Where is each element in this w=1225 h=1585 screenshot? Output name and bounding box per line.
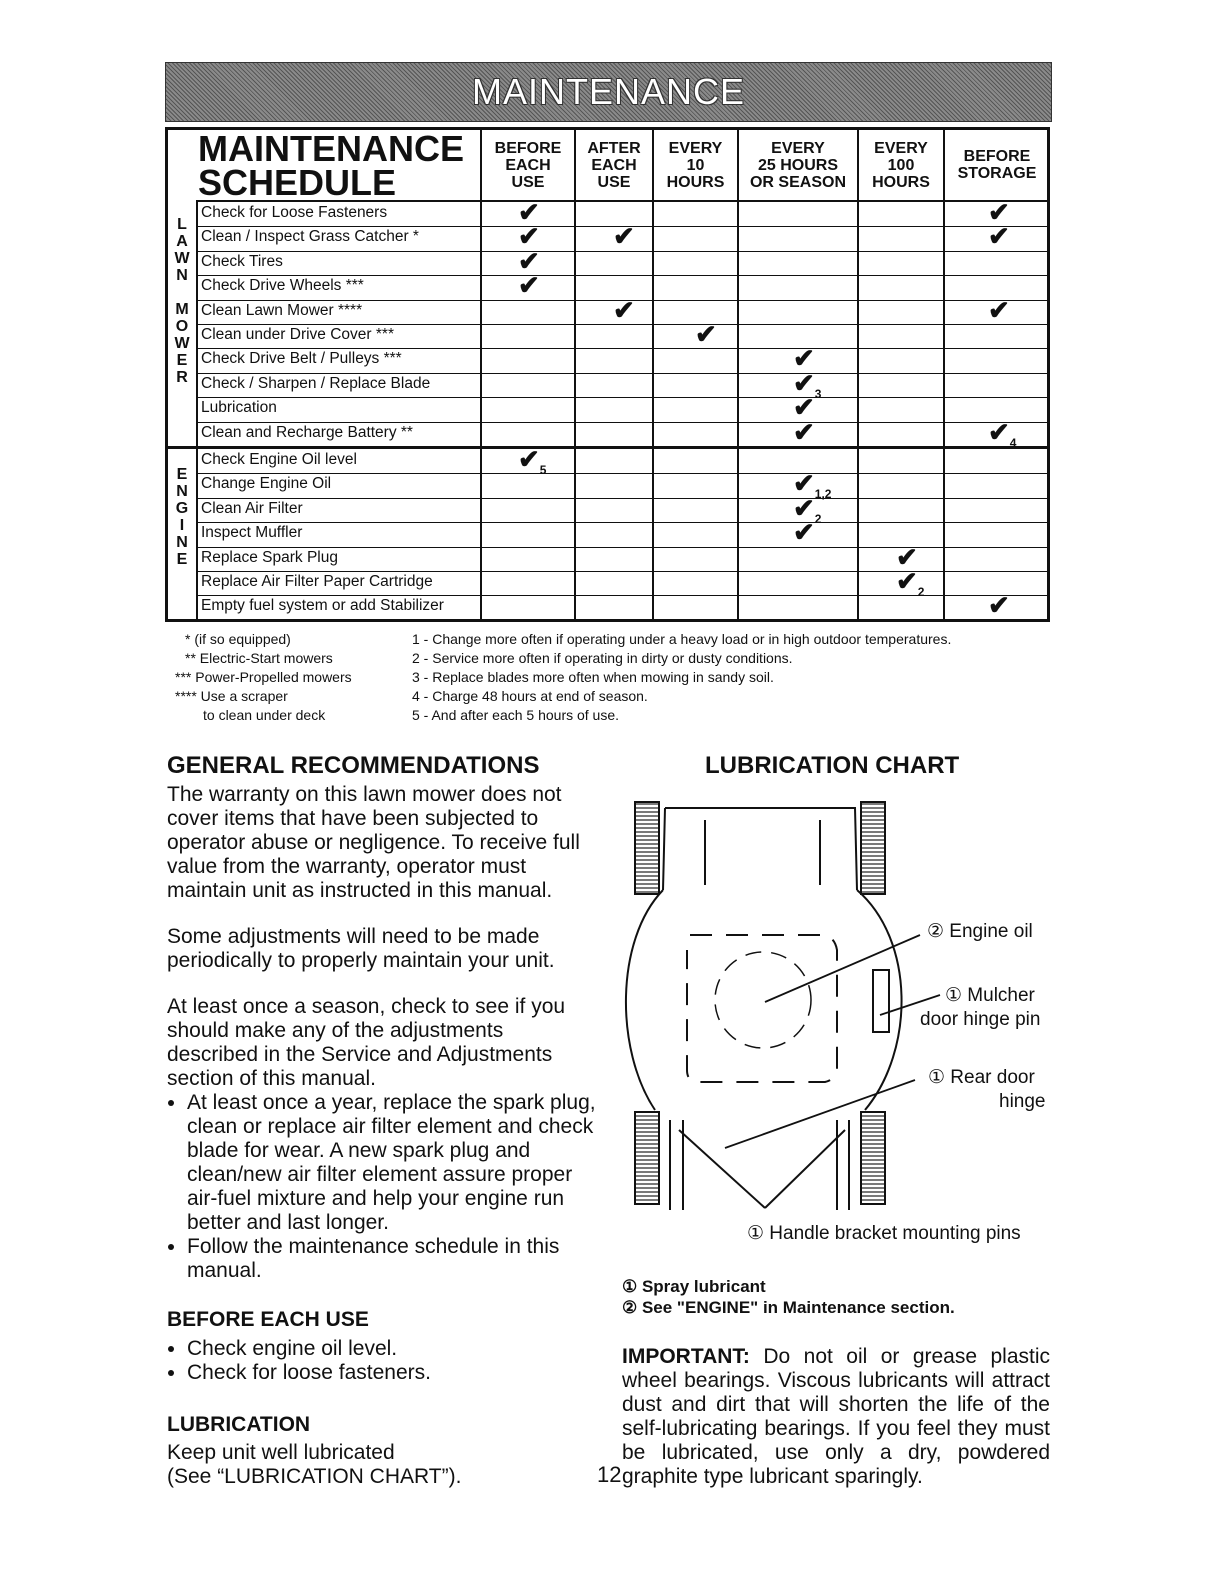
task-label: Check Drive Wheels *** [201,277,364,295]
label-mulcher-hinge: door hinge pin [920,1009,1041,1030]
check-mark-icon: ✔ [988,590,1010,621]
engine-outline [715,952,811,1048]
check-mark-icon: ✔ [518,270,540,301]
check-footnote-ref: 2 [814,511,822,526]
col-divider [857,200,859,619]
check-mark-icon: ✔ [988,294,1010,325]
check-mark-icon: ✔ [793,517,815,548]
task-label: Lubrication [201,399,277,417]
footnotes-symbols [175,630,352,725]
lubrication-key [622,1276,955,1318]
section-banner [165,62,1052,122]
check-mark-icon: $✔_2$ [896,566,925,600]
key-spray-lubricant: ① Spray lubricant [622,1277,766,1296]
task-label: Check / Sharpen / Replace Blade [201,374,431,392]
schedule-row [198,444,1047,478]
before-each-use-bullet: • Check for loose fasteners. [187,1361,597,1385]
footnote-symbol: to clean under deck [203,707,326,723]
check-mark-icon: ✔ [518,197,540,227]
footnote-number: 5 - And after each 5 hours of use. [412,707,620,723]
check-mark-icon: $✔_{1,2}$ [793,468,832,502]
mower-deck [626,890,902,1110]
before-each-use-bullet: • Check engine oil level. [187,1337,597,1361]
schedule-row [198,590,1047,621]
general-bullet: • At least once a year, replace the spark plug, clean or replace air filter element and check blade for wear. A new spark plug and clean/new air filter element assure proper air-fuel mixture and help your engine run better and last longer. [187,1091,597,1235]
task-label: Check Drive Belt / Pulleys *** [201,350,402,368]
banner-title: MAINTENANCE [471,71,746,112]
col-divider [574,200,576,619]
maintenance-schedule-table [165,127,1050,622]
col-header-before-each-use: BEFORE EACH USE [480,130,574,200]
label-mulcher: ① Mulcher [945,985,1035,1006]
schedule-row [198,416,1047,450]
schedule-row [198,517,1047,548]
schedule-title-line2: SCHEDULE [198,162,397,203]
footnote-number: 2 - Service more often if operating in dirty or dusty conditions. [412,650,793,666]
check-mark-icon: ✔ [613,221,635,252]
check-footnote-ref: 3 [814,386,822,401]
schedule-row [198,367,1047,401]
before-each-use-title: BEFORE EACH USE [167,1308,369,1331]
check-footnote-ref: 5 [539,463,547,478]
task-label: Clean Air Filter [201,499,303,517]
col-header-every-100-hours: EVERY 100 HOURS [857,130,943,200]
schedule-title-line1: MAINTENANCE [198,128,464,169]
schedule-row [198,245,1047,276]
check-mark-icon: ✔ [613,294,635,325]
lubrication-title: LUBRICATION [167,1413,311,1436]
check-footnote-ref: 4 [1009,435,1017,450]
check-mark-icon: ✔ [988,197,1010,227]
task-label: Clean Lawn Mower **** [201,301,363,319]
schedule-row [198,343,1047,374]
footnote-number: 3 - Replace blades more often when mowing in sandy soil. [412,669,774,685]
important-note [622,1345,1050,1489]
col-header-after-each-use: AFTER EACH USE [574,130,652,200]
schedule-row [198,294,1047,325]
check-footnote-ref: 2 [917,585,925,600]
check-mark-icon: ✔ [695,319,717,349]
schedule-row [198,566,1047,600]
mulcher-door [873,970,889,1032]
col-divider [737,200,739,619]
general-bullets [167,1091,597,1283]
col-header-every-10-hours: EVERY 10 HOURS [652,130,737,200]
check-mark-icon: ✔ [988,221,1010,252]
general-paragraph-3: At least once a season, check to see if you should make any of the adjustments described in the Service and Adjustments section of this manual. [167,995,566,1090]
footnote-symbol: * (if so equipped) [185,631,291,647]
important-text: Do not oil or grease plastic wheel bearings. Viscous lubricants will attract dust and dirt that will shorten the life of the self-lubricating bearings. If you feel they must be lubricated, use only a dry, powdered graphite type lubricant sparingly. [622,1345,1050,1488]
schedule-row [198,319,1047,349]
check-mark-icon: ✔ [518,221,540,252]
check-mark-icon: ✔ [793,416,815,447]
footnote-symbol: *** Power-Propelled mowers [175,669,352,685]
lubrication-line: Keep unit well lubricated [167,1441,395,1464]
schedule-title [198,128,464,203]
lubrication-line: (See “LUBRICATION CHART”). [167,1465,462,1488]
task-label: Replace Air Filter Paper Cartridge [201,573,433,590]
key-see-engine: ② See "ENGINE" in Maintenance section. [622,1298,955,1317]
general-bullet: • Follow the maintenance schedule in this manual. [187,1235,597,1283]
check-mark-icon: $✔_5$ [518,444,547,478]
col-divider [480,200,482,619]
check-mark-icon: $✔_3$ [793,367,822,401]
section-label-engine: E N G I N E [175,466,189,568]
task-label: Check Engine Oil level [201,451,357,468]
footnote-symbol: **** Use a scraper [175,688,288,704]
check-mark-icon: ✔ [896,541,918,572]
lubrication-chart-title: LUBRICATION CHART [705,752,960,779]
col-header-before-storage: BEFORE STORAGE [943,130,1049,200]
section-label-lawn-mower: L A W N M O W E R [174,216,190,386]
task-label: Check for Loose Fasteners [201,204,388,221]
label-rear-door-hinge: hinge [999,1091,1046,1112]
check-footnote-ref: 1,2 [814,487,832,502]
general-recommendations-title: GENERAL RECOMMENDATIONS [167,752,540,779]
check-mark-icon: ✔ [518,245,540,276]
label-engine-oil: ② Engine oil [927,921,1033,942]
lubrication-text [167,1441,597,1489]
col-header-every-25-hours: EVERY 25 HOURS OR SEASON [737,130,857,200]
general-paragraph-1: The warranty on this lawn mower does not cover items that have been subjected to operator abuse or negligence. To receive full value from the warranty, operator must maintain unit as instructed in this manual. [167,783,580,902]
col-divider [943,200,945,619]
task-label: Check Tires [201,252,283,270]
check-mark-icon: $✔_2$ [793,492,822,526]
task-label: Clean and Recharge Battery ** [201,423,413,441]
schedule-row [198,392,1047,423]
task-label: Replace Spark Plug [201,548,338,566]
check-mark-icon: ✔ [793,343,815,374]
wheel-front-right-icon [861,802,885,894]
footnote-number: 1 - Change more often if operating under a heavy load or in high outdoor temperatures. [412,631,952,647]
page-number: 12 [597,1462,622,1487]
schedule-row [198,221,1047,252]
check-mark-icon: $✔_4$ [988,416,1017,450]
label-handle-bracket: ① Handle bracket mounting pins [747,1223,1021,1244]
wheel-rear-right-icon [861,1112,885,1204]
task-label: Inspect Muffler [201,524,303,542]
general-paragraph-2: Some adjustments will need to be made periodically to properly maintain your unit. [167,925,555,972]
footnote-symbol: ** Electric-Start mowers [185,650,333,666]
task-label: Clean under Drive Cover *** [201,326,394,343]
footnotes-numbered [412,630,951,725]
footnote-number: 4 - Charge 48 hours at end of season. [412,688,648,704]
task-label: Empty fuel system or add Stabilizer [201,597,444,615]
before-each-use-list [167,1337,597,1385]
col-divider [652,200,654,619]
schedule-row [198,468,1047,502]
check-mark-icon: ✔ [793,392,815,423]
wheel-front-left-icon [635,802,659,894]
task-label: Clean / Inspect Grass Catcher * [201,228,419,246]
important-label: IMPORTANT: [622,1345,750,1368]
task-label: Change Engine Oil [201,475,332,493]
label-rear-door: ① Rear door [928,1067,1035,1088]
wheel-rear-left-icon [635,1112,659,1204]
